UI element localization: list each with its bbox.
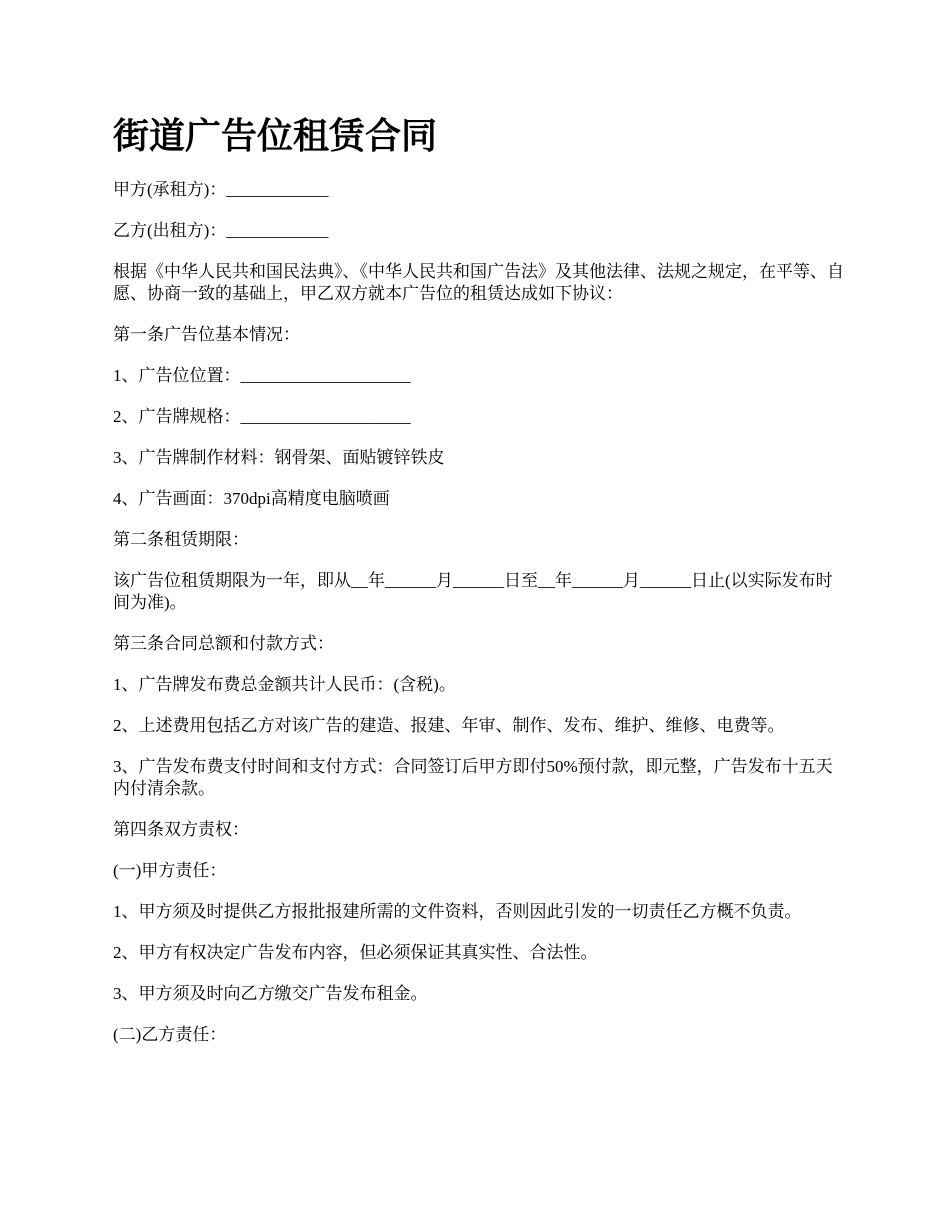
article-3-heading: 第三条合同总额和付款方式： <box>113 634 334 653</box>
article-1-item-3: 3、广告牌制作材料：钢骨架、面贴镀锌铁皮 <box>113 448 445 467</box>
document-page <box>113 112 848 1065</box>
document-title: 街道广告位租赁合同 <box>113 116 438 156</box>
party-a-duty-3: 3、甲方须及时向乙方缴交广告发布租金。 <box>113 984 428 1003</box>
party-b-line: 乙方(出租方)：____________ <box>113 221 329 240</box>
party-a-duty-2: 2、甲方有权决定广告发布内容，但必须保证其真实性、合法性。 <box>113 943 598 962</box>
party-a-line: 甲方(承租方)：____________ <box>113 180 329 199</box>
article-2-body: 该广告位租赁期限为一年，即从__年______月______日至__年______月______日止(以实际发布时间为准)。 <box>113 571 833 612</box>
article-1-item-4: 4、广告画面：370dpi高精度电脑喷画 <box>113 489 390 508</box>
article-3-item-3: 3、广告发布费支付时间和支付方式：合同签订后甲方即付50%预付款，即元整，广告发布十五天内付清余款。 <box>113 757 833 798</box>
article-4-heading: 第四条双方责权： <box>113 820 249 839</box>
party-b-duties-heading: (二)乙方责任： <box>113 1025 227 1044</box>
party-a-duties-heading: (一)甲方责任： <box>113 861 227 880</box>
party-a-duty-1: 1、甲方须及时提供乙方报批报建所需的文件资料，否则因此引发的一切责任乙方概不负责。 <box>113 902 802 921</box>
article-1-item-2: 2、广告牌规格：____________________ <box>113 407 411 426</box>
article-2-heading: 第二条租赁期限： <box>113 530 249 549</box>
preamble-paragraph: 根据《中华人民共和国民法典》、《中华人民共和国广告法》及其他法律、法规之规定，在平等、自愿、协商一致的基础上，甲乙双方就本广告位的租赁达成如下协议： <box>113 262 844 303</box>
article-3-item-2: 2、上述费用包括乙方对该广告的建造、报建、年审、制作、发布、维护、维修、电费等。 <box>113 716 785 735</box>
article-1-heading: 第一条广告位基本情况： <box>113 325 300 344</box>
article-1-item-1: 1、广告位位置：____________________ <box>113 366 411 385</box>
article-3-item-1: 1、广告牌发布费总金额共计人民币：(含税)。 <box>113 675 456 694</box>
